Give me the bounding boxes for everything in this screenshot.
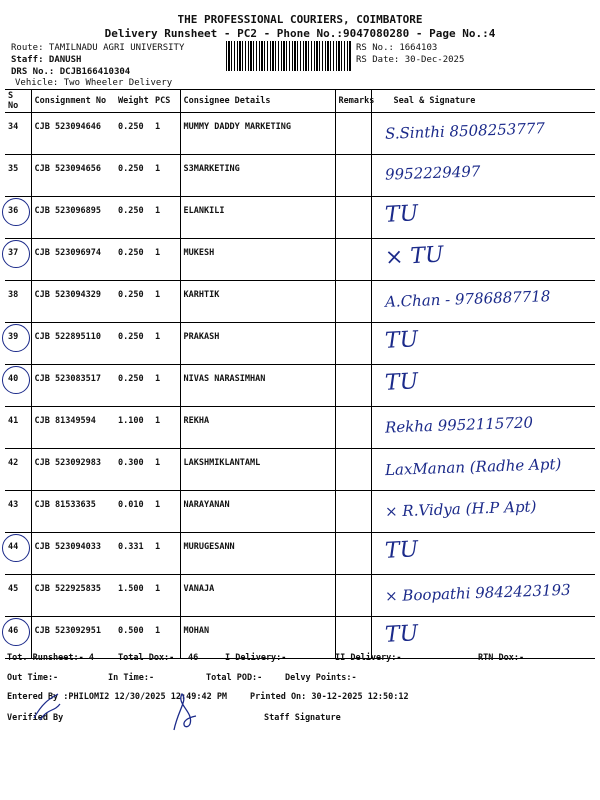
weight-cell: 0.010: [115, 491, 152, 533]
col-weight: Weight: [115, 90, 152, 113]
consignment-cell: CJB 81349594: [31, 407, 115, 449]
consignee-cell: MUMMY DADDY MARKETING: [180, 113, 335, 155]
remarks-cell: [335, 449, 371, 491]
handwritten-signature: × Boopathi 9842423193: [384, 580, 571, 606]
consignee-cell: PRAKASH: [180, 323, 335, 365]
ii-delivery: II Delivery:-: [335, 653, 402, 663]
table-row: [5, 533, 595, 575]
consignment-cell: CJB 523083517: [31, 365, 115, 407]
weight-cell: 0.250: [115, 113, 152, 155]
consignment-cell: CJB 523096974: [31, 239, 115, 281]
serial-circle-mark: [2, 240, 30, 268]
remarks-cell: [335, 533, 371, 575]
sno-cell: 34: [5, 113, 31, 155]
route-label: Route: TAMILNADU AGRI UNIVERSITY: [11, 43, 185, 53]
sno-cell: 39: [5, 323, 31, 365]
staff-label: Staff: DANUSH: [11, 55, 82, 65]
tot-runsheet: Tot. Runsheet:- 4: [7, 653, 94, 663]
weight-cell: 0.250: [115, 155, 152, 197]
verified-by: Verified By: [7, 713, 64, 723]
consignment-cell: CJB 523092951: [31, 617, 115, 659]
weight-cell: 0.250: [115, 281, 152, 323]
consignment-cell: CJB 523092983: [31, 449, 115, 491]
rs-date-label: RS Date: 30-Dec-2025: [356, 55, 465, 65]
pcs-cell: 1: [152, 323, 180, 365]
printed-on: Printed On: 30-12-2025 12:50:12: [250, 692, 409, 702]
sno-cell: 38: [5, 281, 31, 323]
total-dox-value: 46: [188, 653, 199, 663]
col-pcs: PCS: [152, 90, 180, 113]
barcode: [226, 41, 352, 71]
handwritten-signature: LaxManan (Radhe Apt): [384, 454, 562, 480]
table-row: [5, 155, 595, 197]
weight-cell: 0.250: [115, 239, 152, 281]
consignment-cell: CJB 523094329: [31, 281, 115, 323]
serial-circle-mark: [2, 534, 30, 562]
remarks-cell: [335, 197, 371, 239]
sno-cell: 43: [5, 491, 31, 533]
consignee-cell: MOHAN: [180, 617, 335, 659]
consignee-cell: ELANKILI: [180, 197, 335, 239]
weight-cell: 0.500: [115, 617, 152, 659]
handwritten-signature: TU: [384, 621, 419, 648]
serial-circle-mark: [2, 198, 30, 226]
pcs-cell: 1: [152, 533, 180, 575]
consignee-cell: LAKSHMIKLANTAML: [180, 449, 335, 491]
pcs-cell: 1: [152, 449, 180, 491]
table-row: [5, 239, 595, 281]
weight-cell: 0.250: [115, 323, 152, 365]
pcs-cell: 1: [152, 239, 180, 281]
runsheet-table: [5, 89, 595, 659]
sno-cell: 45: [5, 575, 31, 617]
pcs-cell: 1: [152, 197, 180, 239]
consignee-cell: NARAYANAN: [180, 491, 335, 533]
out-time: Out Time:-: [7, 673, 59, 683]
col-remarks: Remarks: [335, 90, 371, 113]
consignment-cell: CJB 523094656: [31, 155, 115, 197]
consignee-cell: MUKESH: [180, 239, 335, 281]
serial-circle-mark: [2, 324, 30, 352]
pcs-cell: 1: [152, 155, 180, 197]
handwritten-signature: × TU: [384, 242, 445, 271]
weight-cell: 0.331: [115, 533, 152, 575]
pcs-cell: 1: [152, 575, 180, 617]
staff-signature: Staff Signature: [264, 713, 341, 723]
consignee-cell: KARHTIK: [180, 281, 335, 323]
handwritten-signature: TU: [384, 327, 419, 354]
remarks-cell: [335, 365, 371, 407]
consignee-cell: VANAJA: [180, 575, 335, 617]
consignment-cell: CJB 522925835: [31, 575, 115, 617]
handwritten-signature: × R.Vidya (H.P Apt): [384, 497, 537, 521]
remarks-cell: [335, 155, 371, 197]
vehicle-label: Vehicle: Two Wheeler Delivery: [15, 78, 173, 88]
consignment-cell: CJB 522895110: [31, 323, 115, 365]
col-sno: S No: [5, 90, 31, 113]
sno-cell: 35: [5, 155, 31, 197]
runsheet-subtitle: Delivery Runsheet - PC2 - Phone No.:9047080280 - Page No.:4: [104, 27, 496, 40]
consignee-cell: REKHA: [180, 407, 335, 449]
table-row: [5, 323, 595, 365]
pcs-cell: 1: [152, 281, 180, 323]
sno-cell: 37: [5, 239, 31, 281]
rs-no-label: RS No.: 1664103: [356, 43, 438, 53]
serial-circle-mark: [2, 366, 30, 394]
verifier-signature-scribble: [168, 690, 202, 734]
weight-cell: 0.250: [115, 365, 152, 407]
handwritten-signature: TU: [384, 369, 419, 396]
sno-cell: 42: [5, 449, 31, 491]
consignee-cell: NIVAS NARASIMHAN: [180, 365, 335, 407]
entered-by: Entered By :PHILOMI2 12/30/2025 12:49:42 PM: [7, 692, 228, 702]
sno-cell: 46: [5, 617, 31, 659]
remarks-cell: [335, 281, 371, 323]
col-seal-signature: Seal & Signature: [371, 90, 595, 113]
remarks-cell: [335, 239, 371, 281]
pcs-cell: 1: [152, 491, 180, 533]
weight-cell: 0.300: [115, 449, 152, 491]
weight-cell: 1.100: [115, 407, 152, 449]
consignee-cell: MURUGESANN: [180, 533, 335, 575]
total-dox-label: Total Dox:-: [118, 653, 175, 663]
table-row: [5, 197, 595, 239]
consignee-cell: S3MARKETING: [180, 155, 335, 197]
handwritten-signature: 9952229497: [384, 162, 481, 184]
pcs-cell: 1: [152, 617, 180, 659]
sno-cell: 40: [5, 365, 31, 407]
handwritten-signature: TU: [384, 537, 419, 564]
handwritten-signature: Rekha 9952115720: [384, 413, 534, 437]
weight-cell: 1.500: [115, 575, 152, 617]
handwritten-signature: A.Chan - 9786887718: [384, 287, 551, 311]
drs-label: DRS No.: DCJB166410304: [11, 67, 131, 77]
pcs-cell: 1: [152, 365, 180, 407]
consignment-cell: CJB 81533635: [31, 491, 115, 533]
consignment-cell: CJB 523094646: [31, 113, 115, 155]
remarks-cell: [335, 323, 371, 365]
handwritten-signature: TU: [384, 201, 419, 228]
in-time: In Time:-: [108, 673, 155, 683]
rtn-dox: RTN Dox:-: [478, 653, 525, 663]
col-consignee: Consignee Details: [180, 90, 335, 113]
serial-circle-mark: [2, 618, 30, 646]
remarks-cell: [335, 491, 371, 533]
consignment-cell: CJB 523094033: [31, 533, 115, 575]
entered-by-scribble: [30, 690, 64, 724]
company-title: THE PROFESSIONAL COURIERS, COIMBATORE: [177, 13, 423, 26]
pcs-cell: 1: [152, 113, 180, 155]
weight-cell: 0.250: [115, 197, 152, 239]
sno-cell: 41: [5, 407, 31, 449]
consignment-cell: CJB 523096895: [31, 197, 115, 239]
handwritten-signature: S.Sinthi 8508253777: [384, 119, 546, 143]
table-header-row: [5, 90, 595, 113]
total-pod: Total POD:-: [206, 673, 263, 683]
delvy-points: Delvy Points:-: [285, 673, 357, 683]
pcs-cell: 1: [152, 407, 180, 449]
table-row: [5, 365, 595, 407]
remarks-cell: [335, 407, 371, 449]
remarks-cell: [335, 575, 371, 617]
sno-cell: 44: [5, 533, 31, 575]
i-delivery: I Delivery:-: [225, 653, 287, 663]
remarks-cell: [335, 113, 371, 155]
col-consignment: Consignment No: [31, 90, 115, 113]
sno-cell: 36: [5, 197, 31, 239]
